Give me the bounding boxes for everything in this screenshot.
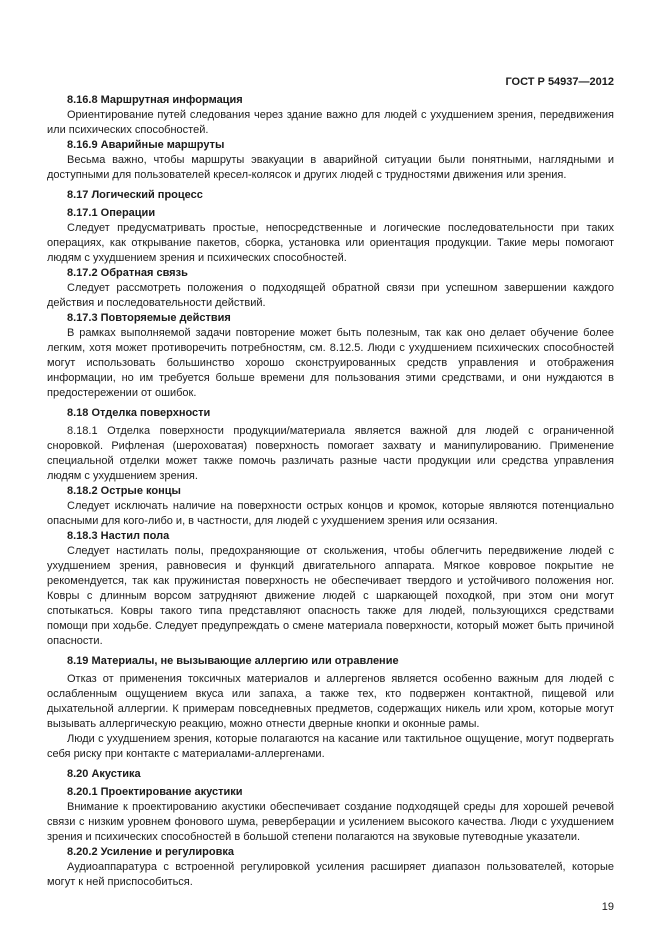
heading-8-19: 8.19 Материалы, не вызывающие аллергию или отравление (67, 655, 399, 667)
paragraph-8-19-a: Отказ от применения токсичных материалов и аллергенов является особенно важным для людей с ослабленным ощущением вкуса или запаха, а также тех, кто подвержен контактной, пищевой или дыхательной аллергии. К примерам повседневных предметов, содержащих никель или хром, которые могут вызывать аллергическую реакцию, можно отнести дверные кнопки и оконные рамы. (47, 673, 614, 730)
heading-8-18-2: 8.18.2 Острые концы (67, 485, 181, 497)
paragraph-8-16-9: Весьма важно, чтобы маршруты эвакуации в аварийной ситуации были понятными, наглядными и доступными для пользователей кресел-колясок и других людей с трудностями движения или зрения. (47, 154, 614, 181)
heading-8-18-3: 8.18.3 Настил пола (67, 530, 170, 542)
document-header (47, 76, 614, 89)
heading-8-17-1: 8.17.1 Операции (67, 207, 156, 219)
heading-8-20: 8.20 Акустика (67, 768, 141, 780)
page-footer (602, 901, 614, 914)
paragraph-8-18-3: Следует настилать полы, предохраняющие от скольжения, чтобы облегчить передвижение людей с ухудшением зрения, равновесия и функций двигательного аппарата. Мягкое ковровое покрытие не рекомендуется, так как пружинистая поверхность не обеспечивает твердого и устойчивого положения ног. Ковры с длинным ворсом затрудняют движение людей с шаркающей походкой, при этом они могут спотыкаться. Ковры такого типа представляют опасность также для людей, пользующихся средствами помощи при ходьбе. Следует предупреждать о смене материала поверхности, который может быть причиной опасности. (47, 545, 614, 647)
heading-8-18: 8.18 Отделка поверхности (67, 407, 211, 419)
heading-8-16-9: 8.16.9 Аварийные маршруты (67, 139, 225, 151)
heading-8-17-3: 8.17.3 Повторяемые действия (67, 312, 231, 324)
paragraph-8-18-2: Следует исключать наличие на поверхности острых концов и кромок, которые являются потенциально опасными для кого-либо и, в частности, для людей с ухудшением зрения или осязания. (47, 500, 614, 527)
doc-number: ГОСТ Р 54937—2012 (505, 76, 614, 88)
paragraph-8-16-8: Ориентирование путей следования через здание важно для людей с ухудшением зрения, передвижения или психических способностей. (47, 109, 614, 136)
paragraph-8-20-1: Внимание к проектированию акустики обеспечивает создание подходящей среды для хорошей речевой связи с низким уровнем фонового шума, реверберации и усилением высокого качества. Люди с ухудшением зрения и психических способностей в большой степени полагаются на звуковые путеводные указатели. (47, 801, 614, 843)
paragraph-8-17-2: Следует рассмотреть положения о подходящей обратной связи при успешном завершении каждого действия и последовательности действий. (47, 282, 614, 309)
paragraph-8-20-2: Аудиоаппаратура с встроенной регулировкой усиления расширяет диапазон пользователей, которые могут к ней приспособиться. (47, 861, 614, 888)
paragraph-8-18-1: 8.18.1 Отделка поверхности продукции/материала является важной для людей с ограниченной сноровкой. Рифленая (шероховатая) поверхность помогает захвату и манипулированию. Применение специальной отделки может также помочь различать разные части продукции или средства управления людям с ухудшением зрения. (47, 425, 614, 482)
heading-8-20-2: 8.20.2 Усиление и регулировка (67, 846, 234, 858)
paragraph-8-17-3: В рамках выполняемой задачи повторение может быть полезным, так как оно делает обучение более легким, хотя может противоречить потребностям, см. 8.12.5. Люди с ухудшением психических способностей могут использовать большинство хорошо сконструированных средств управления и отображения информации, но им требуется больше времени для пользования этими средствами, и они нуждаются в предостережении от ошибок. (47, 327, 614, 399)
heading-8-16-8: 8.16.8 Маршрутная информация (67, 94, 243, 106)
heading-8-17: 8.17 Логический процесс (67, 189, 203, 201)
page-number: 19 (601, 901, 614, 913)
paragraph-8-17-1: Следует предусматривать простые, непосредственные и логические последовательности при таких операциях, как открывание пакетов, сборка, установка или ориентация продукции. Такие меры помогают людям с ухудшением зрения и психических способностей. (47, 222, 614, 264)
heading-8-17-2: 8.17.2 Обратная связь (67, 267, 188, 279)
document-content (47, 93, 614, 890)
paragraph-8-19-b: Люди с ухудшением зрения, которые полагаются на касание или тактильное ощущение, могут подвергать себя риску при контакте с материалами-аллергенами. (47, 733, 614, 760)
heading-8-20-1: 8.20.1 Проектирование акустики (67, 786, 243, 798)
